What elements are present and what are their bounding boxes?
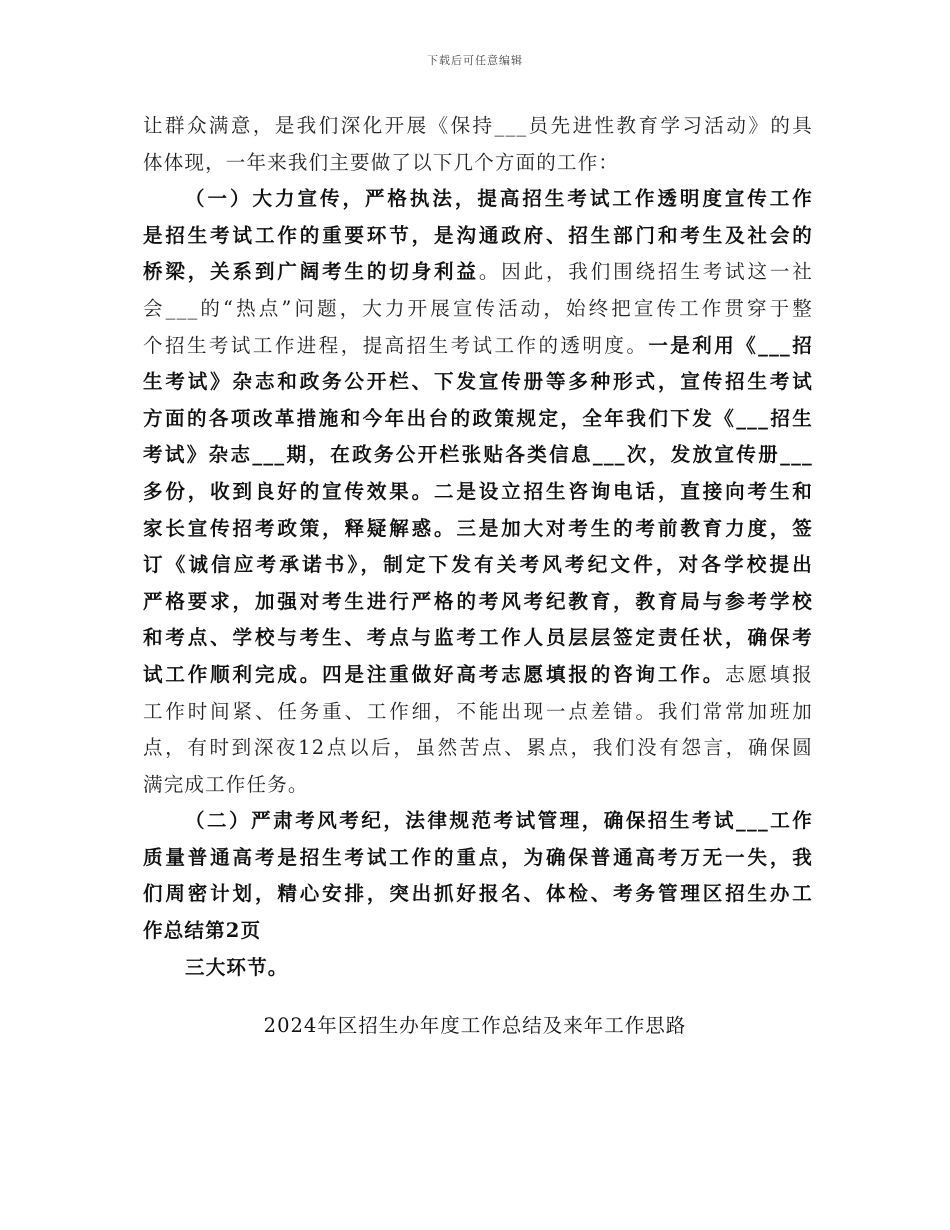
text-line — [143, 474, 813, 511]
text-segment: 工作时间紧、任务重、工作细，不能出现一点差错。我们常常加班加 — [143, 699, 813, 723]
text-line — [143, 657, 813, 694]
text-line — [143, 803, 813, 840]
text-segment: 订《诚信应考承诺书》，制定下发有关考风考纪文件，对各学校提出 — [143, 553, 813, 577]
text-segment: 桥梁，关系到广阔考生的切身利益 — [143, 260, 479, 284]
text-segment: 会___的“热点”问题，大力开展宣传活动，始终把宣传工作贯穿于整 — [143, 296, 813, 320]
text-line — [143, 181, 813, 218]
text-line — [143, 218, 813, 255]
text-segment: 作总结第2页 — [143, 919, 262, 943]
text-segment: 质量普通高考是招生考试工作的重点，为确保普通高考万无一失，我 — [143, 845, 813, 869]
text-line — [143, 108, 813, 145]
text-segment: 个招生考试工作进程，提高招生考试工作的透明度。 — [143, 333, 649, 357]
text-line — [143, 730, 813, 767]
text-segment: 试工作顺利完成。四是注重做好高考志愿填报的咨询工作。 — [143, 662, 726, 686]
text-line — [143, 913, 813, 950]
text-segment: （二）严肃考风考纪，法律规范考试管理，确保招生考试___工作 — [185, 809, 813, 833]
text-line — [143, 401, 813, 438]
text-line — [143, 145, 813, 182]
text-segment: 方面的各项改革措施和今年出台的政策规定，全年我们下发《___招生 — [143, 406, 813, 430]
text-line — [143, 511, 813, 548]
text-line — [143, 584, 813, 621]
text-segment: 满完成工作任务。 — [143, 772, 309, 796]
text-segment: 体体现，一年来我们主要做了以下几个方面的工作： — [143, 150, 620, 174]
text-line — [143, 767, 813, 804]
text-line — [143, 694, 813, 731]
text-segment: 生考试》杂志和政务公开栏、下发宣传册等多种形式，宣传招生考试 — [143, 370, 813, 394]
text-segment: 三大环节。 — [185, 955, 289, 979]
text-line — [143, 876, 813, 913]
text-segment: 志愿填报 — [725, 662, 813, 686]
text-segment: 。因此，我们围绕招生考试这一社 — [478, 260, 813, 284]
text-line — [143, 950, 813, 987]
text-segment: 严格要求，加强对考生进行严格的考风考纪教育，教育局与参考学校 — [143, 589, 813, 613]
text-segment: 一是利用《___招 — [648, 333, 813, 357]
text-line — [143, 364, 813, 401]
text-segment: 让群众满意，是我们深化开展《保持___员先进性教育学习活动》的具 — [143, 114, 813, 137]
text-line — [143, 291, 813, 328]
text-line — [143, 620, 813, 657]
text-segment: 和考点、学校与考生、考点与监考工作人员层层签定责任状，确保考 — [143, 626, 813, 650]
page-header: 下载后可任意编辑 — [427, 54, 523, 67]
text-line — [143, 437, 813, 474]
text-segment: （一）大力宣传，严格执法，提高招生考试工作透明度宣传工作 — [185, 187, 813, 211]
text-line — [143, 840, 813, 877]
text-segment: 点，有时到深夜12点以后，虽然苦点、累点，我们没有怨言，确保圆 — [143, 736, 813, 760]
text-segment: 家长宣传招考政策，释疑解惑。三是加大对考生的考前教育力度，签 — [143, 516, 813, 540]
text-line — [143, 547, 813, 584]
document-title: 2024年区招生办年度工作总结及来年工作思路 — [263, 1014, 687, 1037]
text-segment: 考试》杂志___期，在政务公开栏张贴各类信息___次，发放宣传册___ — [143, 443, 813, 467]
text-segment: 是招生考试工作的重要环节，是沟通政府、招生部门和考生及社会的 — [143, 223, 813, 247]
text-segment: 多份，收到良好的宣传效果。二是设立招生咨询电话，直接向考生和 — [143, 479, 813, 503]
document-body — [143, 108, 813, 986]
text-segment: 们周密计划，精心安排，突出抓好报名、体检、考务管理区招生办工 — [143, 882, 813, 906]
text-line — [143, 254, 813, 291]
text-line — [143, 328, 813, 365]
